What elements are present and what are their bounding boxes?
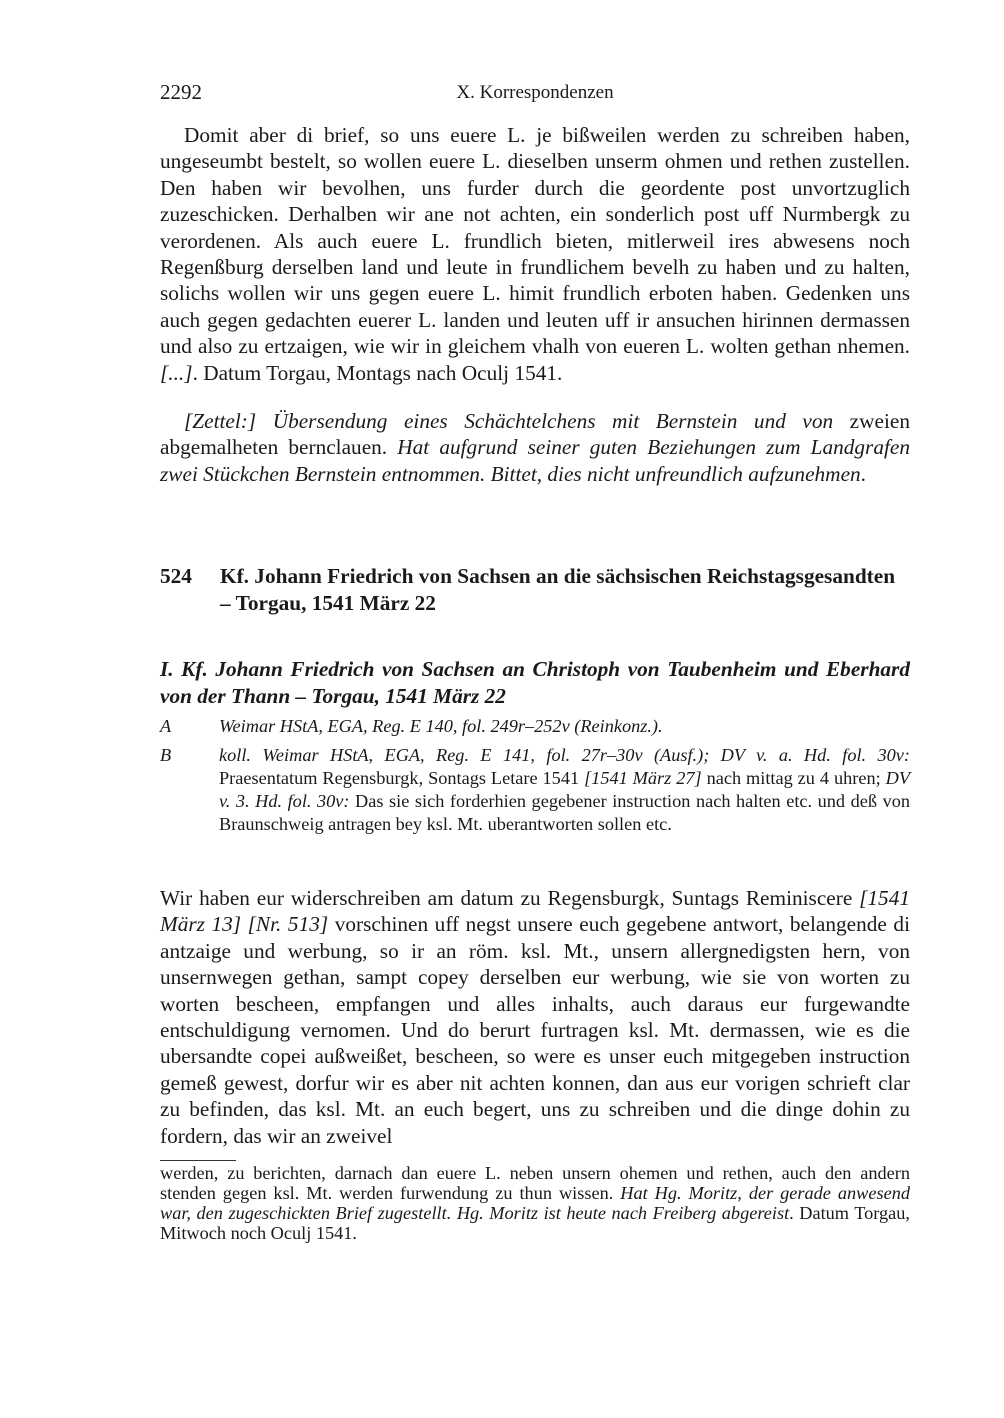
page-header: [160, 80, 910, 108]
paragraph-text: zweien abgemalheten bernclauen.: [160, 409, 910, 460]
footnote-text: werden, zu berichten, darnach dan euere L. neben unsern ohemen und rethen, auch den andern stenden gegen ksl. Mt. werden furwendung zu thun wissen.: [160, 1163, 910, 1203]
paragraph-text: vorschinen uff negst unsere euch gegebene antwort, belangende di antzaige und werbung, so ir an röm. ksl. Mt., unsern allergnedigsten hern, von unsernwegen gethan, sampt copey derselben eur werbung, wie sie von worten zu worten bescheen, empfangen und alles inhalts, auch daraus eur furgewandte entschuldigung vernomen. Und do berurt furtragen ksl. Mt. dermassen, wie es die ubersandte copei außweißet, bescheen, so were es unser euch mitgegeben instruction gemeß gewest, dorfur wir es aber nit achten konnen, dan aus eur vorigen schrieft clar zu befinden, das ksl. Mt. an euch begert, uns zu schreiben und die dinge dohin zu fordern, das wir an zweivel: [160, 912, 910, 1148]
editorial-summary: Hat aufgrund seiner guten Beziehungen zum Landgrafen zwei Stückchen Bernstein entnommen. Bittet, dies nicht unfreundlich aufzunehmen: [160, 435, 910, 486]
running-head: X. Korrespondenzen: [456, 82, 614, 103]
editorial-summary: [Zettel:] Übersendung eines Schächtelchens mit Bernstein und von: [184, 409, 834, 433]
source-siglum: A: [160, 716, 172, 736]
source-entry: [160, 715, 910, 738]
source-quote: Das sie sich forderhien gegebener instruction nach halten etc. und deß von Braunschweig antragen bey ksl. Mt. uberantworten sollen etc.: [219, 791, 910, 834]
source-text: [219, 744, 910, 836]
body-paragraph: [160, 885, 910, 1149]
editorial-reference: [1541 März 13] [Nr. 513]: [160, 886, 910, 937]
source-apparatus: [160, 715, 910, 842]
source-quote: nach mittag zu 4 uhren;: [701, 768, 886, 788]
document-title: Kf. Johann Friedrich von Sachsen an die sächsischen Reichstagsgesandten – Torgau, 1541 März 22: [220, 564, 896, 615]
footnote-text: . Datum Torgau, Mitwoch noch Oculj 1541.: [160, 1203, 910, 1243]
zettel-paragraph: [160, 408, 910, 487]
paragraph-text: Wir haben eur widerschreiben am datum zu Regensburgk, Suntags Reminiscere: [160, 886, 860, 910]
body-paragraph: [160, 122, 910, 386]
section-heading: I. Kf. Johann Friedrich von Sachsen an Christoph von Taubenheim und Eberhard von der Thann – Torgau, 1541 März 22: [160, 657, 910, 708]
source-siglum: B: [160, 745, 172, 765]
source-date: [1541 März 27]: [584, 768, 702, 788]
editorial-omission: [...]: [160, 360, 193, 385]
document-heading: [160, 563, 910, 617]
paragraph-text: .: [860, 461, 866, 486]
source-quote: Praesentatum Regensburgk, Sontags Letare 1541: [219, 768, 585, 788]
footnote-rule: [160, 1160, 236, 1161]
paragraph-text: . Datum Torgau, Montags nach Oculj 1541.: [192, 360, 563, 385]
source-entry: [160, 744, 910, 836]
source-text: Weimar HStA, EGA, Reg. E 140, fol. 249r–252v (Reinkonz.).: [219, 716, 663, 736]
source-reference: DV v. 3. Hd. fol. 30v:: [219, 768, 910, 811]
page-number: 2292: [160, 80, 202, 104]
paragraph-text: Domit aber di brief, so uns euere L. je bißweilen werden zu schreiben haben, ungeseumbt bestelt, so wollen euere L. dieselben unserm ohmen und rethen zustellen. Den haben wir bevolhen, uns furder durch die geordente post unvortzuglich zuzeschicken. Derhalben wir ane not achten, ein sonderlich post uff Nurmbergk zu verordenen. Als auch euere L. frundlich bieten, mitlerweil ires abwesens noch Regenßburg derselben land und leute in frundlichem bevelh zu haben und zu halten, solichs wollen wir uns gegen euere L. himit frundlich erboten haben. Gedenken uns auch gegen gedachten euerer L. landen und leuten uff ir ansuchen hirinnen dermassen und also zu ertzaigen, wie wir in gleichem vhalh von eueren L. wolten gethan nhemen.: [160, 123, 910, 359]
document-number: 524: [160, 564, 192, 588]
editorial-summary: Hat Hg. Moritz, der gerade anwesend war, den zugeschickten Brief zugestellt. Hg. Moritz ist heute nach Freiberg abgereist: [160, 1183, 910, 1223]
source-reference: koll. Weimar HStA, EGA, Reg. E 141, fol. 27r–30v (Ausf.); DV v. a. Hd. fol. 30v:: [219, 745, 910, 765]
footnote: [160, 1163, 910, 1243]
